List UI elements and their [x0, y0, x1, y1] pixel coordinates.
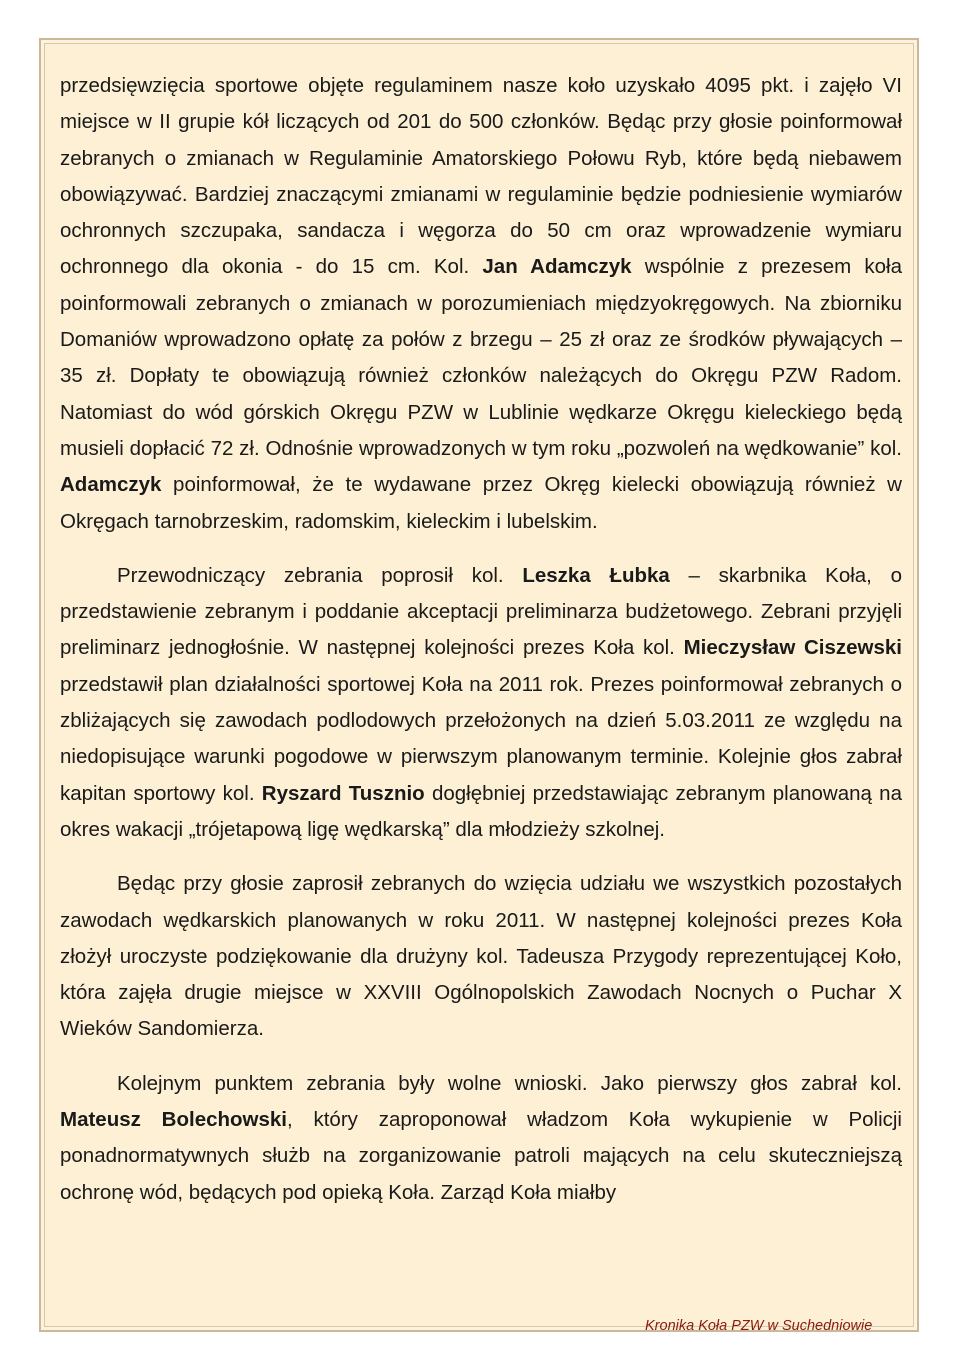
- text-run: , który zaproponował władzom Koła wykupienie w Policji ponadnormatywnych służb na zorganizowanie patroli mających na celu skuteczniejszą ochronę wód, będących pod opieką Koła. Zarząd Koła miałby: [60, 1108, 902, 1204]
- text-run: dogłębniej przedstawiając zebranym planowaną na okres wakacji „trójetapową ligę wędkarską” dla młodzieży szkolnej.: [60, 781, 902, 841]
- document-body: [60, 68, 902, 1211]
- bold-name: Mieczysław Ciszewski: [683, 636, 902, 660]
- text-run: poinformował, że te wydawane przez Okręg kielecki obowiązują również w Okręgach tarnobrzeskim, radomskim, kieleckim i lubelskim.: [60, 473, 902, 533]
- paragraph: [60, 866, 902, 1047]
- bold-name: Mateusz Bolechowski: [60, 1108, 287, 1132]
- text-run: wspólnie z prezesem koła poinformowali zebranych o zmianach w porozumieniach międzyokręgowych. Na zbiorniku Domaniów wprowadzono opłatę za połów z brzegu – 25 zł oraz ze środków pływających – 35 zł. Dopłaty te obowiązują również członków należących do Okręgu PZW Radom. Natomiast do wód górskich Okręgu PZW w Lublinie wędkarze Okręgu kieleckiego będą musieli dopłacić 72 zł. Odnośnie wprowadzonych w tym roku „pozwoleń na wędkowanie” kol.: [60, 255, 902, 460]
- text-run: – skarbnika Koła, o przedstawienie zebranym i poddanie akceptacji preliminarza budżetowego. Zebrani przyjęli preliminarz jednogłośnie. W następnej kolejności prezes Koła kol.: [60, 563, 902, 660]
- text-run: Przewodniczący zebrania poprosił kol.: [117, 563, 523, 587]
- text-run: Będąc przy głosie zaprosił zebranych do wzięcia udziału we wszystkich pozostałych zawodach wędkarskich planowanych w roku 2011. W następnej kolejności prezes Koła złożył uroczyste podziękowanie dla drużyny kol. Tadeusza Przygody reprezentującej Koło, która zajęła drugie miejsce w XXVIII Ogólnopolskich Zawodach Nocnych o Puchar X Wieków Sandomierza.: [60, 872, 902, 1041]
- text-run: przedsięwzięcia sportowe objęte regulaminem nasze koło uzyskało 4095 pkt. i zajęło VI miejsce w II grupie kół liczących od 201 do 500 członków. Będąc przy głosie poinformował zebranych o zmianach w Regulaminie Amatorskiego Połowu Ryb, które będą niebawem obowiązywać. Bardziej znaczącymi zmianami w regulaminie będzie podniesienie wymiarów ochronnych szczupaka, sandacza i węgorza do 50 cm oraz wprowadzenie wymiaru ochronnego dla okonia - do 15 cm. Kol.: [60, 74, 902, 279]
- paragraph: [60, 1066, 902, 1211]
- bold-name: Leszka Łubka: [522, 563, 670, 587]
- text-run: przedstawił plan działalności sportowej Koła na 2011 rok. Prezes poinformował zebranych o zbliżających się zawodach podlodowych przełożonych na dzień 5.03.2011 ze względu na niedopisujące warunki pogodowe w pierwszym planowanym terminie. Kolejnie głos zabrał kapitan sportowy kol.: [60, 672, 902, 805]
- bold-name: Ryszard Tusznio: [261, 781, 425, 805]
- text-run: Kolejnym punktem zebrania były wolne wnioski. Jako pierwszy głos zabrał kol.: [117, 1071, 902, 1095]
- paragraph: [60, 558, 902, 848]
- page-footer: Kronika Koła PZW w Suchedniowie: [645, 1318, 873, 1334]
- bold-name: Adamczyk: [60, 473, 162, 497]
- paragraph: [60, 68, 902, 540]
- document-page: [39, 38, 919, 1332]
- bold-name: Jan Adamczyk: [482, 255, 632, 279]
